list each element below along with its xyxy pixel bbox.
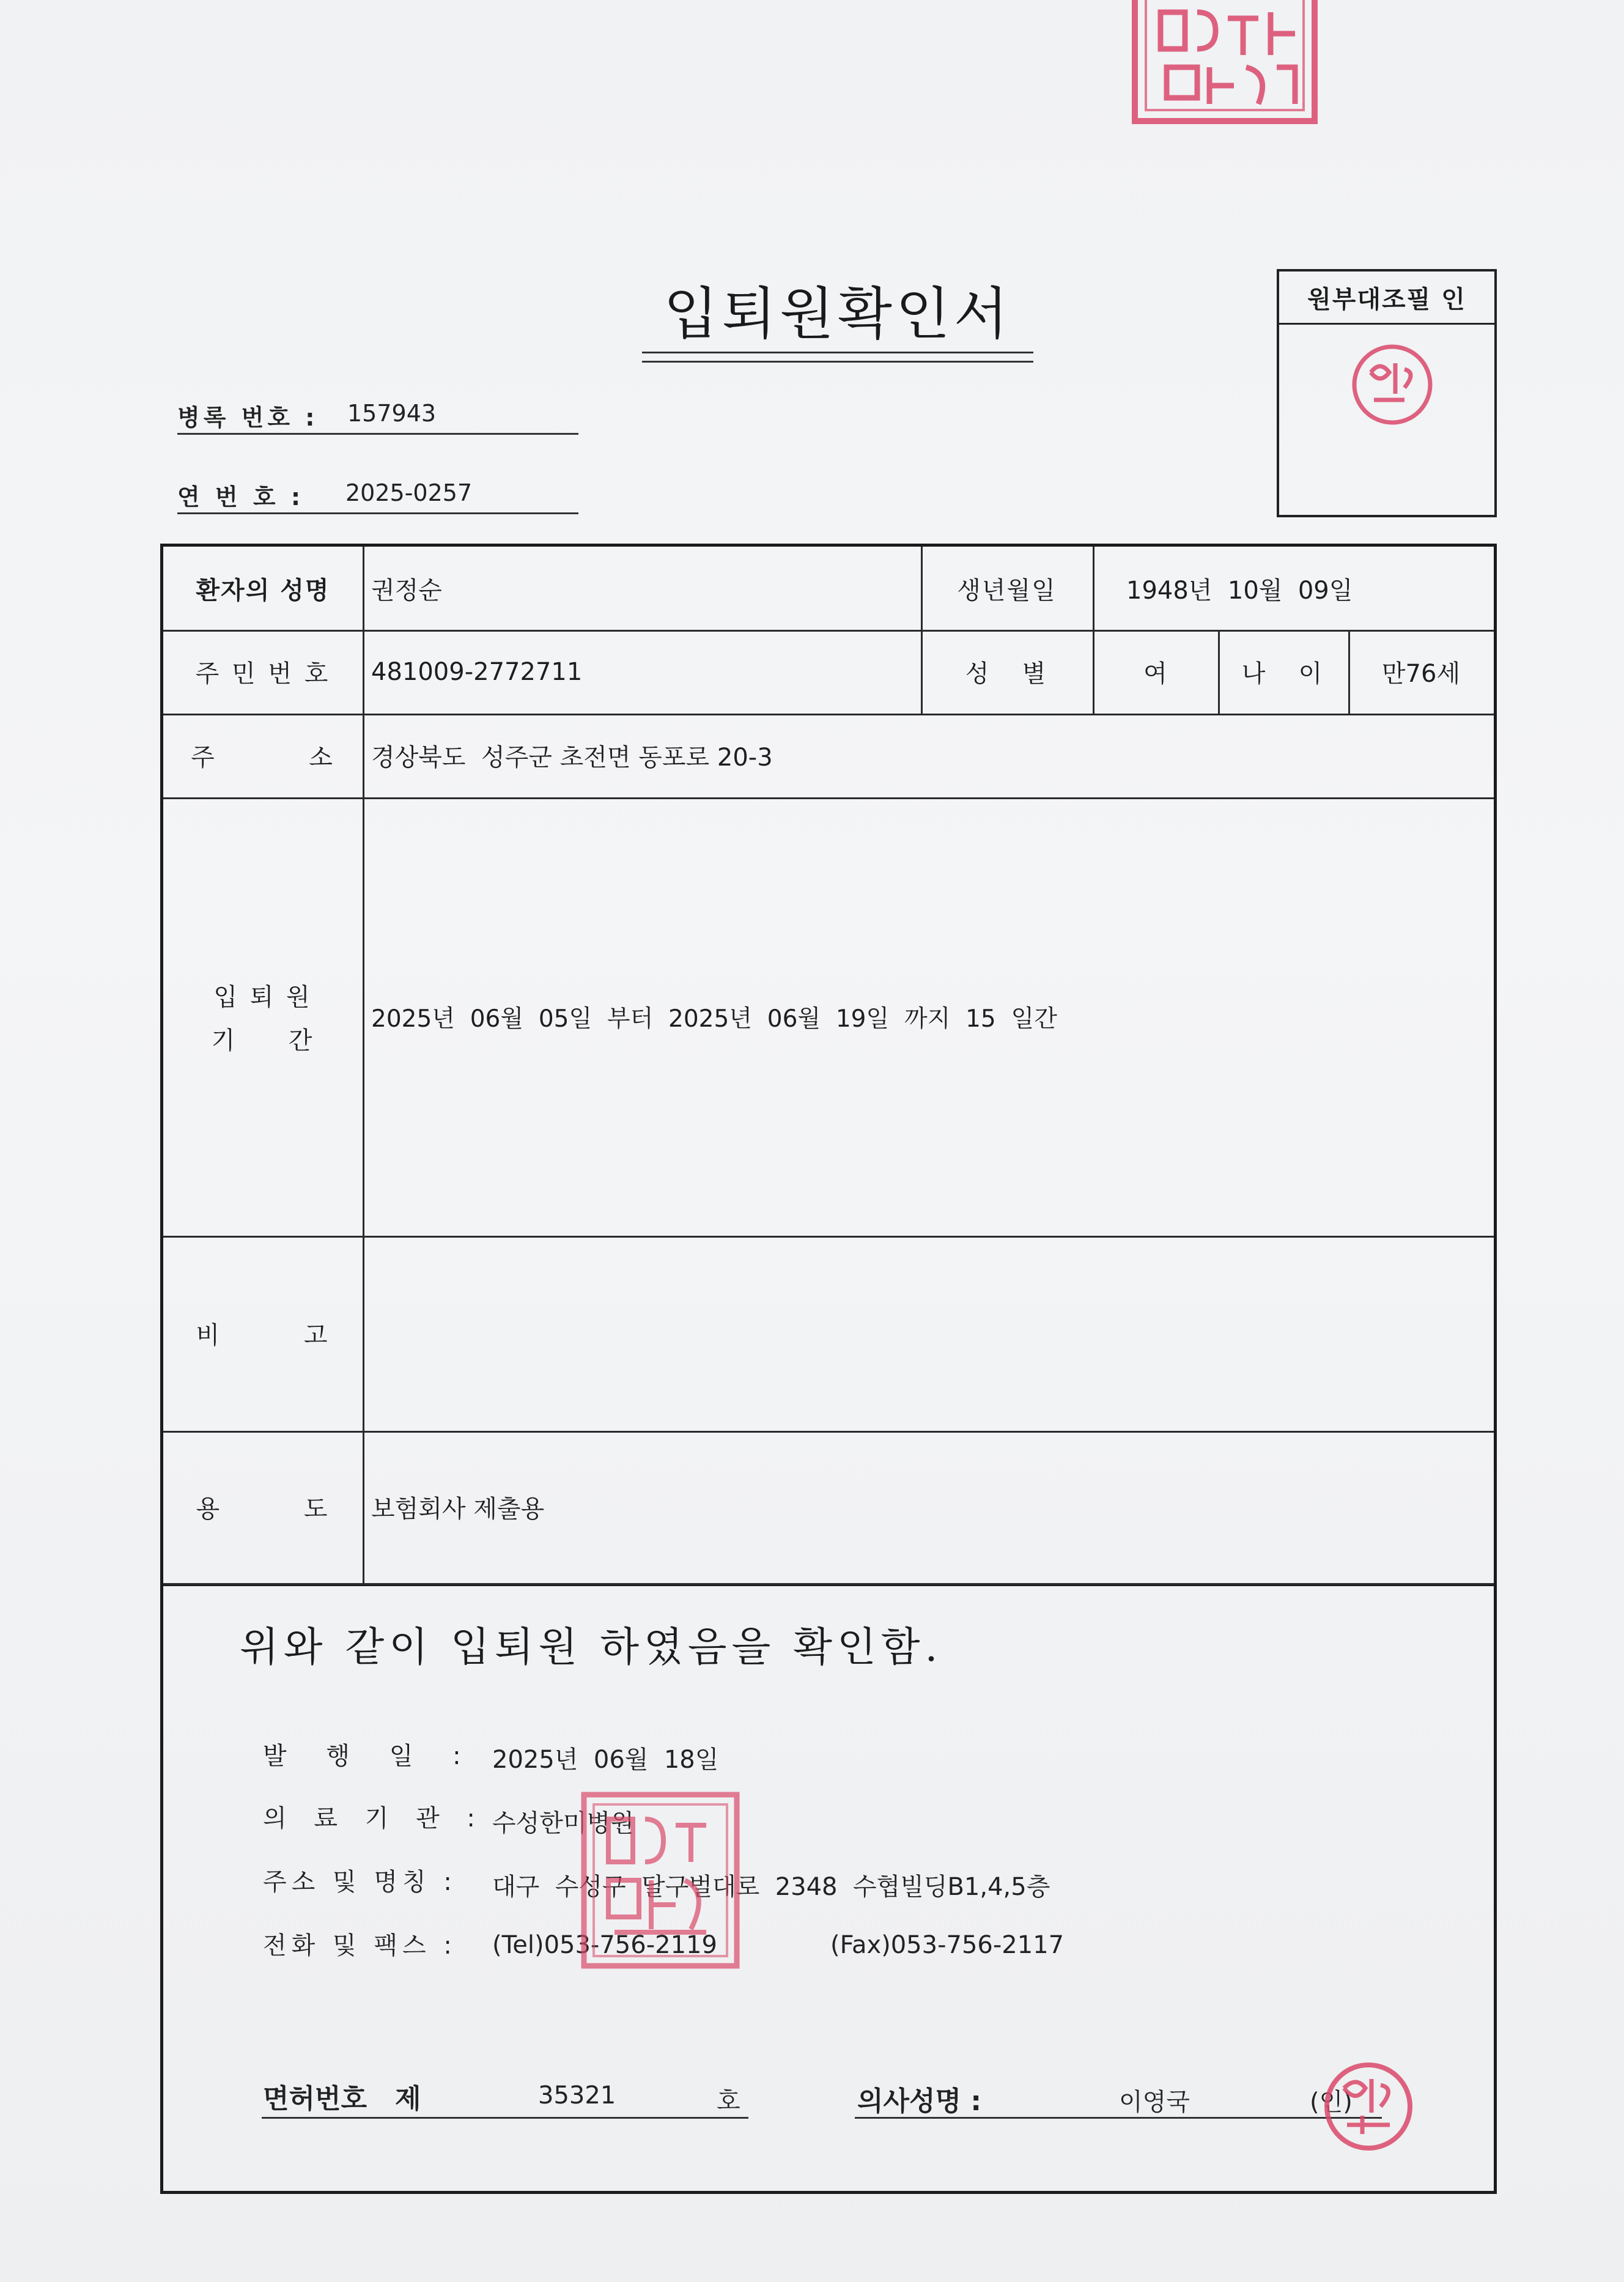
license-suffix: 호	[717, 2087, 740, 2115]
chart-number-value: 157943	[347, 400, 437, 427]
fax-value: (Fax)053-756-2117	[830, 1931, 1065, 1959]
remarks-value	[371, 1236, 1484, 1431]
purpose-label: 용 도	[196, 1495, 330, 1523]
address-label: 주 소	[191, 744, 335, 772]
period-label-line2: 기 간	[211, 1026, 315, 1055]
serial-number-underline	[177, 512, 578, 514]
hospital-seal	[578, 1789, 743, 1972]
doctor-name-underline	[855, 2117, 1382, 2119]
institution-value: 수성한미병원	[492, 1809, 634, 1837]
verification-seal	[1346, 339, 1438, 430]
serial-number-label: 연 번 호 :	[177, 484, 304, 511]
birthdate-value: 1948년 10월 09일	[1126, 576, 1353, 605]
verification-sign-box	[1277, 269, 1497, 517]
age-label: 나 이	[1241, 660, 1325, 688]
doctor-name-label: 의사성명 :	[857, 2086, 981, 2117]
resident-number-label: 주 민 번 호	[195, 660, 331, 688]
resident-number-value: 481009-2772711	[371, 657, 583, 686]
doctor-personal-seal	[1320, 2058, 1417, 2155]
patient-name-value: 권정순	[371, 576, 442, 605]
sign-box-header: 원부대조필 인	[1279, 271, 1494, 325]
remarks-label: 비 고	[196, 1321, 330, 1350]
license-number-value: 35321	[538, 2081, 616, 2110]
period-value: 2025년 06월 05일 부터 2025년 06월 19일 까지 15 일간	[371, 1005, 1057, 1033]
hospital-seal-top	[1130, 0, 1320, 125]
license-underline	[262, 2117, 748, 2119]
seal-mark: (인)	[1310, 2088, 1353, 2116]
period-label-line1: 입 퇴 원	[213, 983, 312, 1011]
age-value: 만76세	[1381, 660, 1461, 688]
purpose-value: 보험회사 제출용	[371, 1495, 545, 1523]
doctor-name-value: 이영국	[1119, 2088, 1190, 2116]
serial-number-value: 2025-0257	[345, 479, 473, 506]
title-underline-double	[642, 361, 1033, 363]
birthdate-label: 생년월일	[957, 576, 1057, 605]
period-label	[163, 797, 363, 1236]
institution-label: 의 료 기 관 :	[263, 1804, 485, 1833]
address-value: 경상북도 성주군 초전면 동포로 20-3	[371, 744, 773, 772]
address-name-label: 주소 및 명칭 :	[263, 1868, 457, 1896]
issue-date-value: 2025년 06월 18일	[492, 1746, 719, 1774]
title-underline	[642, 352, 1033, 353]
sex-value: 여	[1143, 660, 1167, 688]
phone-fax-label: 전화 및 팩스 :	[263, 1932, 457, 1960]
label-column-divider	[363, 547, 364, 1583]
chart-number-underline	[177, 433, 578, 435]
patient-info-table	[160, 544, 1497, 1586]
document-title: 입퇴원확인서	[663, 281, 1012, 347]
issue-date-label: 발 행 일 :	[263, 1742, 477, 1770]
sex-label: 성 별	[965, 660, 1049, 688]
confirmation-statement: 위와 같이 입퇴원 하였음을 확인함.	[240, 1623, 943, 1671]
patient-name-label: 환자의 성명	[196, 576, 330, 605]
chart-number-label: 병록 번호 :	[177, 404, 319, 431]
tel-value: (Tel)053-756-2119	[492, 1931, 717, 1959]
license-label: 면허번호 제	[263, 2083, 421, 2114]
institution-address-value: 대구 수성구 달구벌대로 2348 수협빌딩B1,4,5층	[492, 1873, 1050, 1901]
